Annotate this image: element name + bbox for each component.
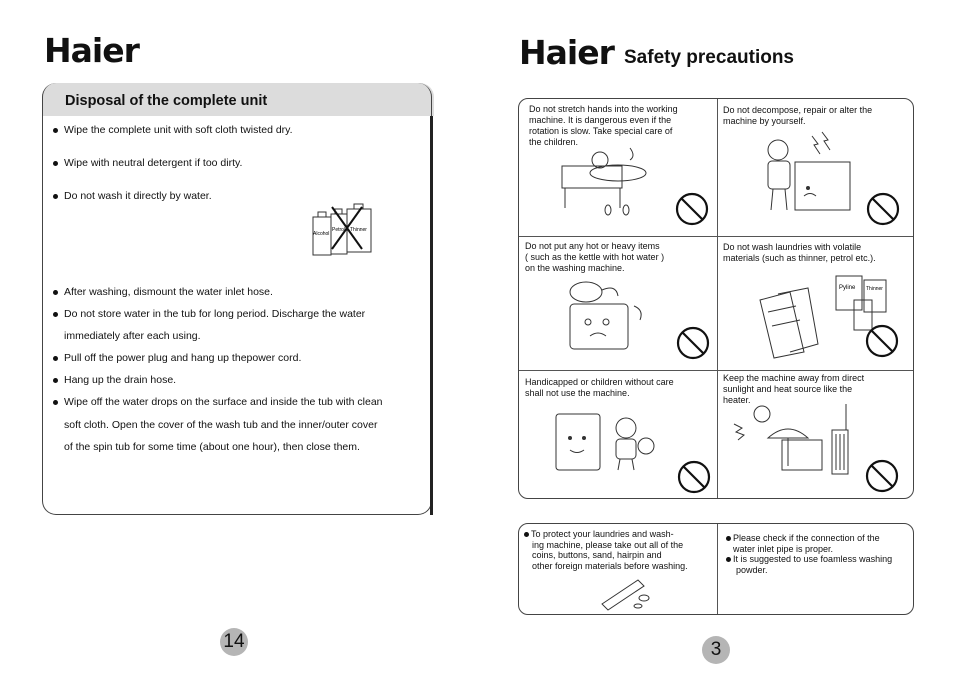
can-label: Thinner: [866, 286, 883, 292]
hairpin-and-coins-illustration: [598, 576, 658, 610]
precaution-text-volatile: Do not wash laundries with volatile materials (such as thinner, petrol etc.).: [723, 242, 876, 263]
page-number-left: 14: [220, 628, 248, 656]
tip-inlet-and-powder: Please check if the connection of the water inlet pipe is proper. It is suggested to use foamless washing powder.: [726, 533, 916, 575]
bullet-text: Wipe off the water drops on the surface and inside the tub with clean: [64, 396, 383, 408]
bullet-item: [53, 119, 293, 141]
prohibited-icon: [676, 326, 710, 360]
bullet-item: [53, 185, 212, 207]
bullet-text-continued: soft cloth. Open the cover of the wash tub and the inner/outer cover: [64, 419, 378, 431]
bullet-item: [53, 281, 273, 303]
bullet-item: [53, 369, 176, 391]
bottle-label: Alcohol: [313, 231, 330, 237]
prohibited-icon: [677, 460, 711, 494]
bullet-text: Hang up the drain hose.: [64, 374, 177, 386]
prohibited-icon: [865, 459, 899, 493]
bottle-label: Thinner: [350, 227, 367, 233]
haier-logo-left: Haier: [44, 31, 139, 70]
page-number-right: 3: [702, 636, 730, 664]
grid-divider: [519, 236, 913, 237]
bullet-text: Pull off the power plug and hang up thepower cord.: [64, 352, 302, 364]
bullet-item: [53, 303, 365, 325]
bullet-text-continued: of the spin tub for some time (about one hour), then close them.: [64, 441, 360, 453]
bullet-item: [53, 152, 242, 174]
kettle-on-washer-illustration: [556, 276, 656, 358]
prohibited-icon: [675, 192, 709, 226]
bullet-item: [53, 347, 301, 369]
bullet-dot: [53, 194, 58, 199]
page-title: Safety precautions: [624, 47, 794, 68]
precaution-text-decompose: Do not decompose, repair or alter the machine by yourself.: [723, 105, 873, 126]
prohibited-icon: [866, 192, 900, 226]
child-near-washer-illustration: [550, 408, 660, 474]
bullet-dot: [53, 312, 58, 317]
child-reaching-into-washer-illustration: [560, 148, 670, 228]
grid-divider: [717, 99, 718, 498]
bullet-text: After washing, dismount the water inlet hose.: [64, 286, 273, 298]
precaution-text-children: Handicapped or children without care shall not use the machine.: [525, 377, 674, 398]
bullet-text: Do not wash it directly by water.: [64, 190, 212, 202]
bullet-dot: [524, 532, 529, 537]
bullet-item: [53, 391, 383, 413]
bullet-dot: [53, 161, 58, 166]
person-repairing-washer-illustration: [740, 130, 860, 215]
bullet-dot: [53, 356, 58, 361]
prohibited-icon: [865, 324, 899, 358]
sun-and-heater-illustration: [732, 404, 862, 476]
bullet-dot: [53, 290, 58, 295]
precaution-text-sunlight: Keep the machine away from direct sunlight and heat source like the heater.: [723, 373, 865, 405]
tip-foreign-objects: To protect your laundries and wash- ing machine, please take out all of the coins, buttons, sand, hairpin and other foreign materials before washing.: [524, 529, 714, 571]
panel-shadow-edge: [430, 116, 433, 515]
bullet-dot: [53, 128, 58, 133]
bullet-text: Do not store water in the tub for long period. Discharge the water: [64, 308, 366, 320]
grid-divider: [519, 370, 913, 371]
crossed-bottles-illustration: [310, 203, 376, 257]
bullet-text: Wipe the complete unit with soft cloth twisted dry.: [64, 124, 293, 136]
precaution-text-hot-items: Do not put any hot or heavy items ( such as the kettle with hot water ) on the washing machine.: [525, 241, 665, 273]
haier-logo-right: Haier: [519, 33, 614, 72]
tips-divider: [717, 524, 718, 614]
bullet-dot: [53, 378, 58, 383]
precaution-text-hands: Do not stretch hands into the working machine. It is dangerous even if the rotation is slow. Take special care of the children.: [529, 104, 678, 147]
bullet-text-continued: immediately after each using.: [64, 330, 201, 342]
section-title: Disposal of the complete unit: [65, 93, 268, 109]
bullet-dot: [726, 557, 731, 562]
can-label: Pyline: [839, 285, 856, 291]
bullet-dot: [53, 400, 58, 405]
bullet-text: Wipe with neutral detergent if too dirty.: [64, 157, 243, 169]
bullet-dot: [726, 536, 731, 541]
bottle-label: Petrol: [332, 227, 346, 233]
